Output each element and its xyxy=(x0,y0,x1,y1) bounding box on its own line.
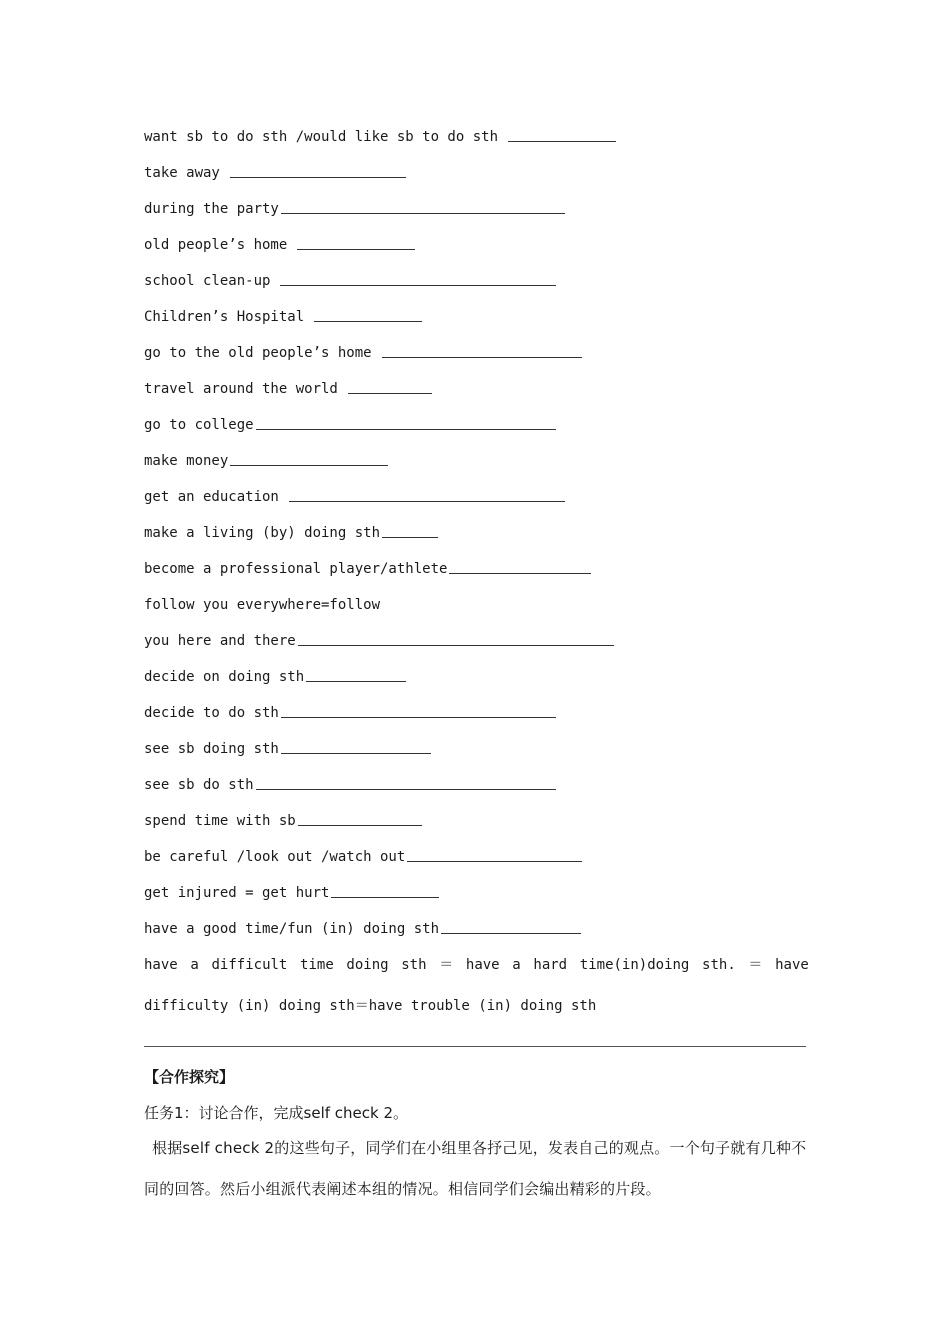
phrase-text: see sb do sth xyxy=(144,777,254,793)
answer-blank[interactable] xyxy=(298,630,614,646)
answer-blank[interactable] xyxy=(230,162,406,178)
answer-blank[interactable] xyxy=(382,522,438,538)
phrase-text: make a living (by) doing sth xyxy=(144,525,381,541)
phrase-list xyxy=(144,126,809,1031)
phrase-text: become a professional player/athlete xyxy=(144,561,448,577)
phrase-text: decide on doing sth xyxy=(144,669,305,685)
phrase-text: you here and there xyxy=(144,633,296,649)
word: have xyxy=(775,957,809,973)
phrase-line xyxy=(144,702,809,738)
phrase-line xyxy=(144,306,809,342)
answer-blank[interactable] xyxy=(314,306,422,322)
answer-blank[interactable] xyxy=(449,558,591,574)
answer-blank[interactable] xyxy=(298,810,422,826)
word: hard xyxy=(533,957,568,973)
phrase-line xyxy=(144,666,809,702)
phrase-line xyxy=(144,450,809,486)
phrase-line xyxy=(144,558,809,594)
phrase-text: be careful /look out /watch out xyxy=(144,849,406,865)
phrase-line xyxy=(144,198,809,234)
phrase-line xyxy=(144,378,809,414)
phrase-line xyxy=(144,774,809,810)
phrase-text: old people’s home xyxy=(144,237,288,253)
phrase-text: follow you everywhere=follow xyxy=(144,597,381,613)
section-divider xyxy=(144,1046,806,1047)
cooperation-section xyxy=(144,1066,809,1210)
section-heading: 【合作探究】 xyxy=(144,1068,235,1086)
phrase-line xyxy=(144,522,809,558)
answer-blank[interactable] xyxy=(256,774,556,790)
phrase-line xyxy=(144,162,809,198)
phrase-text: spend time with sb xyxy=(144,813,296,829)
word: time(in)doing xyxy=(579,957,690,973)
phrase-line xyxy=(144,126,809,162)
phrase-line xyxy=(144,234,809,270)
phrase-text: go to college xyxy=(144,417,254,433)
answer-blank[interactable] xyxy=(280,270,556,286)
phrase-text: get injured = get hurt xyxy=(144,885,330,901)
phrase-line xyxy=(144,486,809,522)
phrase-text: get an education xyxy=(144,489,279,505)
phrase-text: difficulty (in) doing sth＝have trouble (in) doing sth xyxy=(144,998,597,1014)
phrase-text: go to the old people’s home xyxy=(144,345,372,361)
phrase-line xyxy=(144,342,809,378)
answer-blank[interactable] xyxy=(508,126,616,142)
word: a xyxy=(512,957,521,973)
answer-blank[interactable] xyxy=(331,882,439,898)
word: a xyxy=(190,957,199,973)
phrase-text: make money xyxy=(144,453,229,469)
answer-blank[interactable] xyxy=(289,486,565,502)
word: difficult xyxy=(211,957,288,973)
phrase-text: want sb to do sth /would like sb to do sth xyxy=(144,129,499,145)
word: sth. xyxy=(702,957,736,973)
answer-blank[interactable] xyxy=(230,450,388,466)
word: ＝ xyxy=(439,957,454,973)
instruction-paragraph: 根据self check 2的这些句子，同学们在小组里各抒己见，发表自己的观点。一个句子就有几种不同的回答。然后小组派代表阐述本组的情况。相信同学们会编出精彩的片段。 xyxy=(144,1139,807,1198)
phrase-line xyxy=(144,594,809,630)
phrase-text: have a good time/fun (in) doing sth xyxy=(144,921,440,937)
long-phrase-line-2 xyxy=(144,995,809,1031)
phrase-line xyxy=(144,846,809,882)
answer-blank[interactable] xyxy=(382,342,582,358)
phrase-text: see sb doing sth xyxy=(144,741,279,757)
answer-blank[interactable] xyxy=(297,234,415,250)
word: sth xyxy=(401,957,427,973)
phrase-line xyxy=(144,630,809,666)
answer-blank[interactable] xyxy=(348,378,432,394)
phrase-line xyxy=(144,810,809,846)
phrase-line xyxy=(144,918,809,954)
word: ＝ xyxy=(748,957,763,973)
task-line: 任务1：讨论合作，完成self check 2。 xyxy=(144,1104,409,1122)
answer-blank[interactable] xyxy=(281,702,556,718)
answer-blank[interactable] xyxy=(281,738,431,754)
phrase-line xyxy=(144,414,809,450)
phrase-text: during the party xyxy=(144,201,279,217)
answer-blank[interactable] xyxy=(281,198,565,214)
word: have xyxy=(465,957,500,973)
word: time xyxy=(300,957,334,973)
answer-blank[interactable] xyxy=(441,918,581,934)
answer-blank[interactable] xyxy=(306,666,406,682)
phrase-text: travel around the world xyxy=(144,381,338,397)
phrase-line xyxy=(144,738,809,774)
phrase-line xyxy=(144,882,809,918)
phrase-text: decide to do sth xyxy=(144,705,279,721)
phrase-line xyxy=(144,270,809,306)
phrase-text: Children’s Hospital xyxy=(144,309,305,325)
phrase-text: take away xyxy=(144,165,220,181)
answer-blank[interactable] xyxy=(256,414,556,430)
long-phrase-line-1 xyxy=(144,954,809,995)
phrase-text: school clean-up xyxy=(144,273,271,289)
answer-blank[interactable] xyxy=(407,846,582,862)
word: have xyxy=(144,957,178,973)
word: doing xyxy=(346,957,389,973)
